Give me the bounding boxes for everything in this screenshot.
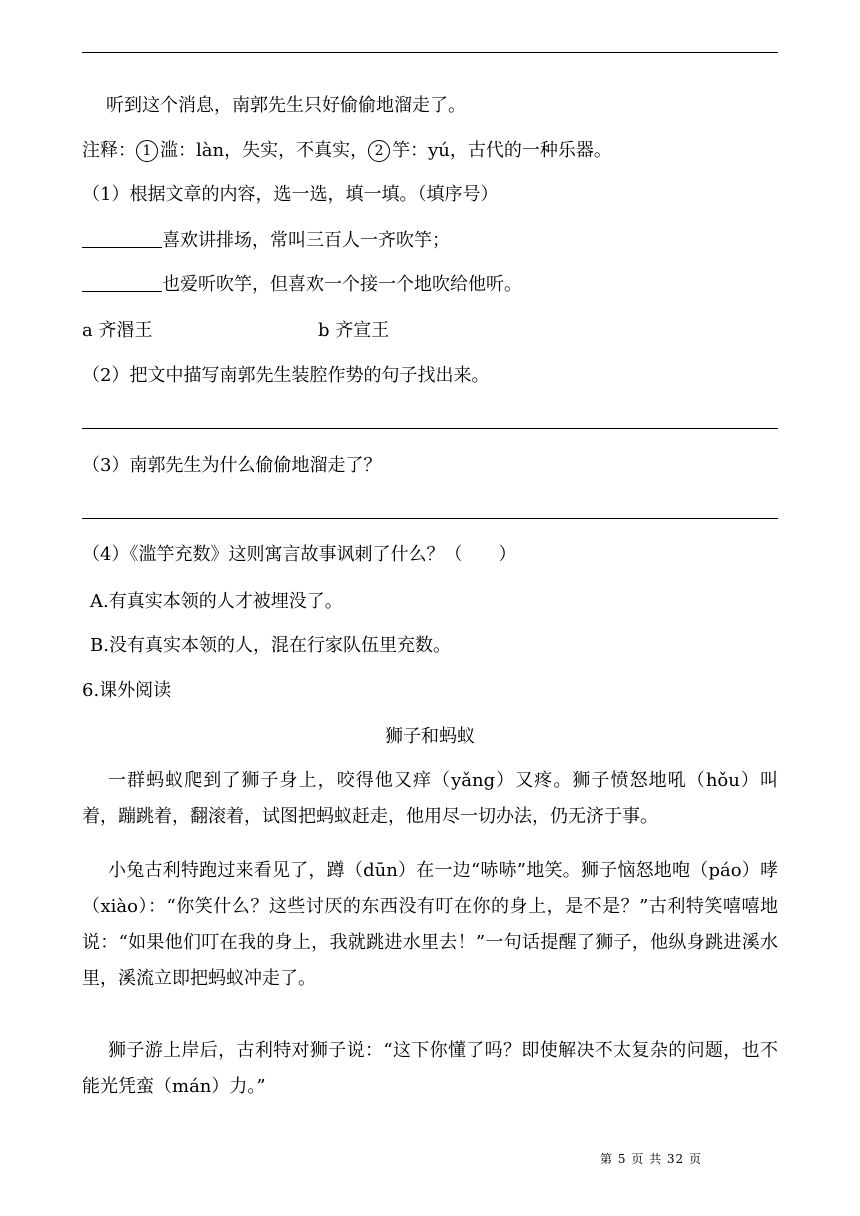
annotation-text-1: 滥：làn，失实，不真实， (160, 140, 369, 161)
annotation-text-2: 竽：yú，古代的一种乐器。 (392, 140, 612, 161)
annotation-label: 注释： (82, 140, 136, 161)
answer-line-q2[interactable] (82, 428, 778, 429)
section-6-heading: 6.课外阅读 (82, 680, 172, 701)
story-paragraph-2: 小兔古利特跑过来看见了，蹲（dūn）在一边“哧哧”地笑。狮子恼怒地咆（páo）哮（xiào）：“你笑什么？这些讨厌的东西没有叮在你的身上，是不是？”古利特笑嘻嘻地说：“如果他们叮在我的身上，我就跳进水里去！”一句话提醒了狮子，他纵身跳进溪水里，溪流立即把蚂蚁冲走了。 (82, 860, 778, 989)
question-4-option-a: A.有真实本领的人才被埋没了。 (90, 591, 343, 612)
option-a: a 齐湣王 (82, 320, 153, 341)
circled-number-1: 1 (136, 140, 158, 162)
question-4-option-b: B.没有真实本领的人，混在行家队伍里充数。 (90, 635, 451, 656)
story-paragraph-3: 狮子游上岸后，古利特对狮子说：“这下你懂了吗？即使解决不太复杂的问题，也不能光凭蛮（mán）力。” (82, 1040, 778, 1097)
options-row (82, 319, 782, 343)
circled-number-2: 2 (368, 140, 390, 162)
page-number: 第 5 页 共 32 页 (600, 1152, 702, 1166)
answer-line-q3[interactable] (82, 518, 778, 519)
story-last-line: 听到这个消息，南郭先生只好偷偷地溜走了。 (106, 95, 466, 116)
question-2: （2）把文中描写南郭先生装腔作势的句子找出来。 (82, 365, 490, 386)
question-3: （3）南郭先生为什么偷偷地溜走了？ (82, 455, 382, 476)
question-4: （4）《滥竽充数》这则寓言故事讽刺了什么？（ ） (82, 544, 517, 565)
question-1: （1）根据文章的内容，选一选，填一填。（填序号） (82, 184, 499, 205)
story-title: 狮子和蚂蚁 (385, 726, 475, 747)
blank-a-text: 喜欢讲排场，常叫三百人一齐吹竽； (162, 230, 450, 251)
header-rule (82, 52, 778, 53)
option-b: b 齐宣王 (318, 320, 390, 341)
question-1-blank-a (82, 229, 782, 253)
answer-blank[interactable] (82, 229, 162, 248)
blank-b-text: 也爱听吹竽，但喜欢一个接一个地吹给他听。 (162, 274, 522, 295)
annotation (82, 139, 782, 163)
question-1-blank-b (82, 273, 782, 297)
answer-blank[interactable] (82, 273, 162, 292)
story-paragraph-1: 一群蚂蚁爬到了狮子身上，咬得他又痒（yǎng）又疼。狮子愤怒地吼（hǒu）叫着，蹦跳着，翻滚着，试图把蚂蚁赶走，他用尽一切办法，仍无济于事。 (82, 770, 778, 827)
